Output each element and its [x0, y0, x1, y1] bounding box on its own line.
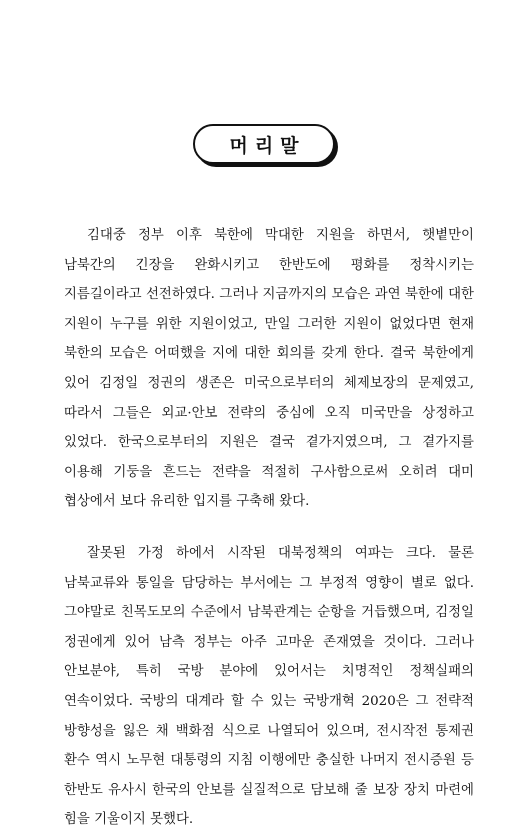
- paragraph-1: 김대중 정부 이후 북한에 막대한 지원을 하면서, 햇볕만이 남북간의 긴장을 완화시키고 한반도에 평화를 정착시키는 지름길이라고 선전하였다. 그러나 지금까지의 모습은 과연 북한에 대한 지원이 누구를 위한 지원이었고, 만일 그러한 지원이 없었다면 현재 북한의 모습은 어떠했을 지에 대한 회의를 갖게 한다. 결국 북한에게 있어 김정일 정권의 생존은 미국으로부터의 체제보장의 문제였고, 따라서 그들은 외교·안보 전략의 중심에 오직 미국만을 상정하고 있었다. 한국으로부터의 지원은 결국 곁가지였으며, 그 곁가지를 이용해 기둥을 흔드는 전략을 적절히 구사함으로써 오히려 대미 협상에서 보다 유리한 입지를 구축해 왔다.: [64, 228, 474, 510]
- page-title: 머리말: [229, 134, 306, 157]
- body-text: [64, 221, 474, 835]
- heading-frame: [193, 124, 335, 164]
- paragraph-2: 잘못된 가정 하에서 시작된 대북정책의 여파는 크다. 물론 남북교류와 통일을 담당하는 부서에는 그 부정적 영향이 별로 없다. 그야말로 친목도모의 수준에서 남북관계는 순항을 거듭했으며, 김정일 정권에게 있어 남측 정부는 아주 고마운 존재였을 것이다. 그러나 안보분야, 특히 국방 분야에 있어서는 치명적인 정책실패의 연속이었다. 국방의 대계라 할 수 있는 국방개혁 2020은 그 전략적 방향성을 잃은 채 백화점 식으로 나열되어 있으며, 전시작전 통제권 환수 역시 노무현 대통령의 지침 이행에만 충실한 나머지 전시증원 등 한반도 유사시 한국의 안보를 실질적으로 담보해 줄 보장 장치 마련에 힘을 기울이지 못했다.: [64, 545, 474, 828]
